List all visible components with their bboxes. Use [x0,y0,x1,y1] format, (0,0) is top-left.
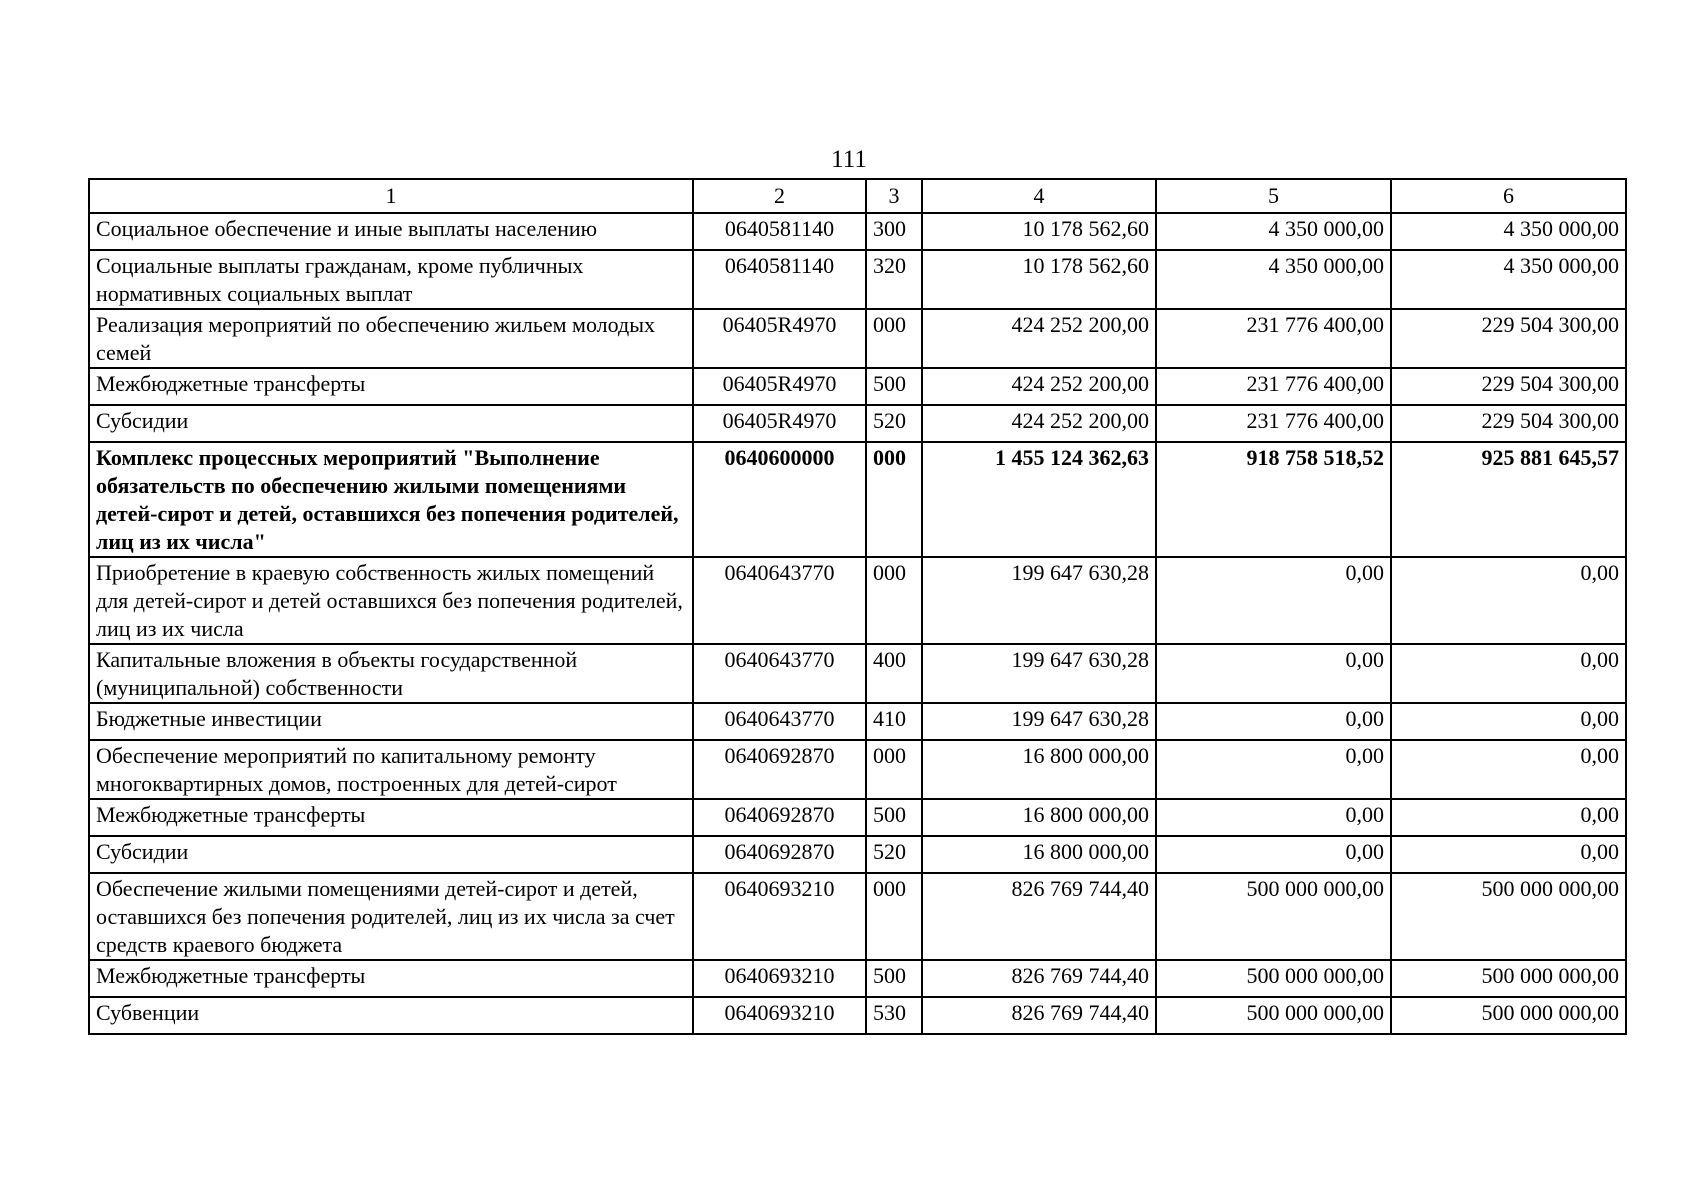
page-number: 111 [831,146,867,173]
row-name-cell: Комплекс процессных мероприятий "Выполнение обязательств по обеспечению жилыми помещениями детей-сирот и детей, оставшихся без попечения родителей, лиц из их числа" [89,442,693,557]
row-type-cell: 320 [866,250,922,309]
row-value-6-cell: 229 504 300,00 [1391,309,1626,368]
header-row [89,179,1626,213]
row-value-5-cell: 500 000 000,00 [1156,997,1391,1034]
row-value-6-cell: 500 000 000,00 [1391,873,1626,960]
row-code-cell: 0640692870 [693,799,866,836]
row-type-cell: 500 [866,960,922,997]
row-value-6-cell: 0,00 [1391,557,1626,644]
column-header-6: 6 [1391,179,1626,213]
row-name-cell: Межбюджетные трансферты [89,960,693,997]
row-value-4-cell: 199 647 630,28 [922,557,1156,644]
row-name-cell: Приобретение в краевую собственность жилых помещений для детей-сирот и детей оставшихся без попечения родителей, лиц из их числа [89,557,693,644]
table-body [89,213,1626,1034]
row-value-5-cell: 0,00 [1156,799,1391,836]
row-value-4-cell: 1 455 124 362,63 [922,442,1156,557]
row-value-4-cell: 10 178 562,60 [922,250,1156,309]
row-value-6-cell: 4 350 000,00 [1391,213,1626,250]
row-name-cell: Реализация мероприятий по обеспечению жильем молодых семей [89,309,693,368]
row-name-cell: Социальные выплаты гражданам, кроме публичных нормативных социальных выплат [89,250,693,309]
row-type-cell: 400 [866,644,922,703]
row-name-cell: Бюджетные инвестиции [89,703,693,740]
row-value-5-cell: 0,00 [1156,644,1391,703]
row-value-4-cell: 826 769 744,40 [922,997,1156,1034]
table-header [89,179,1626,213]
row-code-cell: 0640693210 [693,960,866,997]
row-value-4-cell: 424 252 200,00 [922,368,1156,405]
row-name-cell: Субсидии [89,405,693,442]
row-value-5-cell: 0,00 [1156,703,1391,740]
row-name-cell: Субвенции [89,997,693,1034]
row-value-5-cell: 231 776 400,00 [1156,405,1391,442]
row-type-cell: 000 [866,873,922,960]
row-name-cell: Межбюджетные трансферты [89,368,693,405]
row-value-5-cell: 0,00 [1156,740,1391,799]
row-name-cell: Межбюджетные трансферты [89,799,693,836]
row-value-4-cell: 199 647 630,28 [922,703,1156,740]
table-row [89,644,1626,703]
table-row [89,740,1626,799]
table-row [89,309,1626,368]
table-row [89,873,1626,960]
row-code-cell: 0640692870 [693,740,866,799]
column-header-3: 3 [866,179,922,213]
row-code-cell: 0640693210 [693,873,866,960]
row-value-6-cell: 229 504 300,00 [1391,405,1626,442]
table-row [89,368,1626,405]
row-value-5-cell: 231 776 400,00 [1156,309,1391,368]
row-value-4-cell: 16 800 000,00 [922,740,1156,799]
row-type-cell: 300 [866,213,922,250]
row-code-cell: 06405R4970 [693,309,866,368]
row-code-cell: 0640600000 [693,442,866,557]
row-value-6-cell: 0,00 [1391,799,1626,836]
row-value-6-cell: 500 000 000,00 [1391,960,1626,997]
row-value-5-cell: 0,00 [1156,836,1391,873]
row-value-6-cell: 0,00 [1391,644,1626,703]
row-value-6-cell: 925 881 645,57 [1391,442,1626,557]
row-value-6-cell: 0,00 [1391,703,1626,740]
table-row [89,799,1626,836]
row-value-5-cell: 918 758 518,52 [1156,442,1391,557]
row-value-6-cell: 500 000 000,00 [1391,997,1626,1034]
row-value-4-cell: 199 647 630,28 [922,644,1156,703]
row-name-cell: Обеспечение жилыми помещениями детей-сирот и детей, оставшихся без попечения родителей, лиц из их числа за счет средств краевого бюджета [89,873,693,960]
row-code-cell: 0640581140 [693,250,866,309]
row-value-4-cell: 16 800 000,00 [922,799,1156,836]
row-value-5-cell: 500 000 000,00 [1156,873,1391,960]
table-row [89,703,1626,740]
table-row [89,213,1626,250]
column-header-2: 2 [693,179,866,213]
column-header-5: 5 [1156,179,1391,213]
table-row [89,997,1626,1034]
row-value-4-cell: 826 769 744,40 [922,873,1156,960]
row-type-cell: 520 [866,836,922,873]
row-value-6-cell: 0,00 [1391,836,1626,873]
row-value-6-cell: 4 350 000,00 [1391,250,1626,309]
table-row [89,836,1626,873]
row-type-cell: 000 [866,557,922,644]
row-value-5-cell: 4 350 000,00 [1156,250,1391,309]
row-value-5-cell: 4 350 000,00 [1156,213,1391,250]
row-type-cell: 410 [866,703,922,740]
row-code-cell: 0640692870 [693,836,866,873]
row-code-cell: 06405R4970 [693,368,866,405]
row-code-cell: 0640643770 [693,557,866,644]
row-type-cell: 500 [866,368,922,405]
row-type-cell: 520 [866,405,922,442]
table-row [89,960,1626,997]
row-type-cell: 000 [866,309,922,368]
row-value-6-cell: 229 504 300,00 [1391,368,1626,405]
row-value-5-cell: 0,00 [1156,557,1391,644]
row-name-cell: Субсидии [89,836,693,873]
row-value-4-cell: 10 178 562,60 [922,213,1156,250]
row-value-5-cell: 231 776 400,00 [1156,368,1391,405]
row-value-4-cell: 826 769 744,40 [922,960,1156,997]
row-type-cell: 000 [866,442,922,557]
row-type-cell: 000 [866,740,922,799]
row-code-cell: 0640643770 [693,703,866,740]
column-header-4: 4 [922,179,1156,213]
table-row [89,405,1626,442]
row-type-cell: 500 [866,799,922,836]
row-value-4-cell: 424 252 200,00 [922,309,1156,368]
row-code-cell: 0640693210 [693,997,866,1034]
row-value-4-cell: 16 800 000,00 [922,836,1156,873]
row-type-cell: 530 [866,997,922,1034]
row-name-cell: Социальное обеспечение и иные выплаты населению [89,213,693,250]
row-name-cell: Капитальные вложения в объекты государственной (муниципальной) собственности [89,644,693,703]
row-code-cell: 0640643770 [693,644,866,703]
budget-table [88,178,1627,1035]
row-value-4-cell: 424 252 200,00 [922,405,1156,442]
column-header-1: 1 [89,179,693,213]
row-code-cell: 06405R4970 [693,405,866,442]
row-value-6-cell: 0,00 [1391,740,1626,799]
row-value-5-cell: 500 000 000,00 [1156,960,1391,997]
row-name-cell: Обеспечение мероприятий по капитальному ремонту многоквартирных домов, построенных для детей-сирот [89,740,693,799]
table-row [89,250,1626,309]
table-row [89,557,1626,644]
row-code-cell: 0640581140 [693,213,866,250]
table-row [89,442,1626,557]
